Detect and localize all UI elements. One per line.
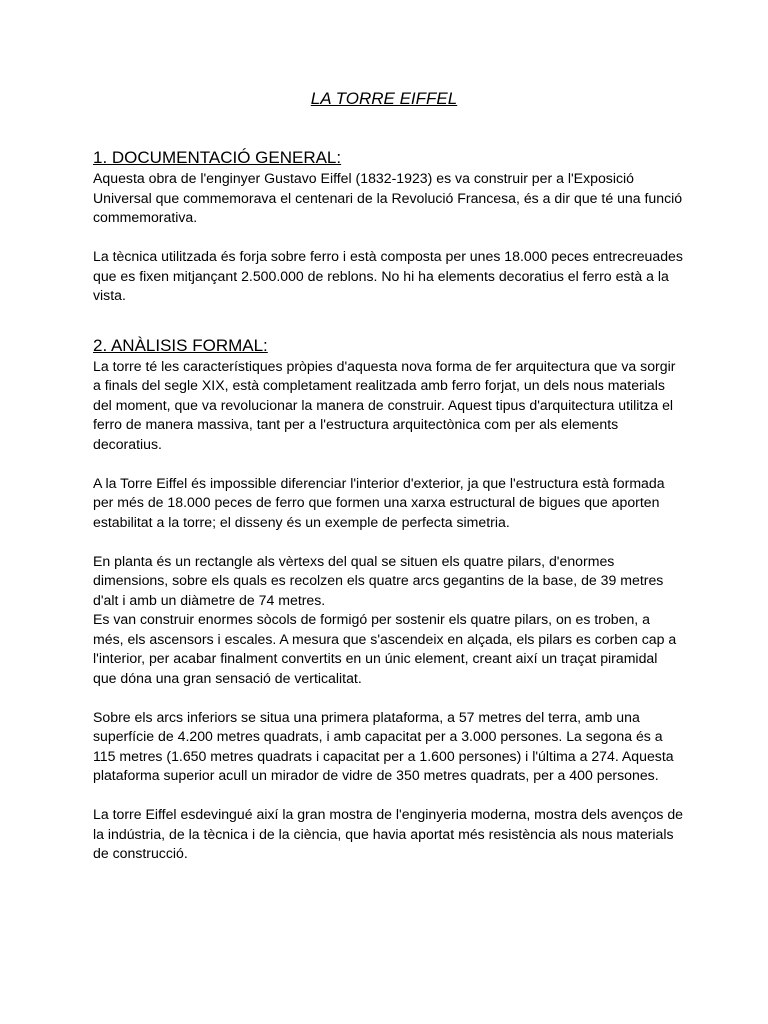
paragraph-spacer	[93, 688, 683, 708]
paragraph: Aquesta obra de l'enginyer Gustavo Eiffel (1832-1923) es va construir per a l'Exposició Universal que commemorava el centenari de la Revolució Francesa, és a dir que té una funció commemorativa.	[93, 170, 683, 225]
paragraph-spacer	[93, 786, 683, 806]
paragraph: La torre té les característiques pròpies d'aquesta nova forma de fer arquitectura que va sorgir a finals del segle XIX, està completament realitzada amb ferro forjat, un dels nous materials del moment, que va revolucionar la manera de construir. Aquest tipus d'arquitectura utilitza el ferro de manera massiva, tant per a l'estructura arquitectònica com per als elements decoratius.	[93, 357, 676, 452]
paragraph-spacer	[93, 454, 683, 474]
section-spacer	[93, 306, 683, 335]
document-body	[93, 147, 683, 864]
paragraph-spacer	[93, 532, 683, 552]
section-heading-documentacio: 1. DOCUMENTACIÓ GENERAL:	[93, 148, 342, 167]
document-title: LA TORRE EIFFEL	[310, 89, 458, 108]
section-heading-analisis: 2. ANÀLISIS FORMAL:	[93, 335, 268, 355]
paragraph: La tècnica utilitzada és forja sobre ferro i està composta per unes 18.000 peces entrecreuades que es fixen mitjançant 2.500.000 de reblons. No hi ha elements decoratius el ferro està a la vista.	[93, 248, 683, 303]
paragraph: La torre Eiffel esdevingué així la gran mostra de l'enginyeria moderna, mostra dels avenços de la indústria, de la tècnica i de la ciència, que havia aportat més resistència als nous materials de construcció.	[93, 806, 683, 861]
paragraph: A la Torre Eiffel és impossible diferenciar l'interior d'exterior, ja que l'estructura està formada per més de 18.000 peces de ferro que formen una xarxa estructural de bigues que aporten estabilitat a la torre; el disseny és un exemple de perfecta simetria.	[93, 474, 665, 530]
paragraph: En planta és un rectangle als vèrtexs del qual se situen els quatre pilars, d'enormes dimensions, sobre els quals es recolzen els quatre arcs gegantins de la base, de 39 metres d'alt i amb un diàmetre de 74 metres.	[93, 552, 664, 608]
paragraph-spacer	[93, 228, 683, 248]
paragraph: Sobre els arcs inferiors se situa una primera plataforma, a 57 metres del terra, amb una superfície de 4.200 metres quadrats, i amb capacitat per a 3.000 persones. La segona és a 115 metres (1.650 metres quadrats i capacitat per a 1.600 persones) i l'última a 274. Aquesta plataforma superior acull un mirador de vidre de 350 metres quadrats, per a 400 persones.	[93, 708, 674, 783]
paragraph: Es van construir enormes sòcols de formigó per sostenir els quatre pilars, on es troben, a més, els ascensors i escales. A mesura que s'ascendeix en alçada, els pilars es corben cap a l'interior, per acabar finalment convertits en un únic element, creant així un traçat piramidal que dóna una gran sensació de verticalitat.	[93, 611, 677, 686]
